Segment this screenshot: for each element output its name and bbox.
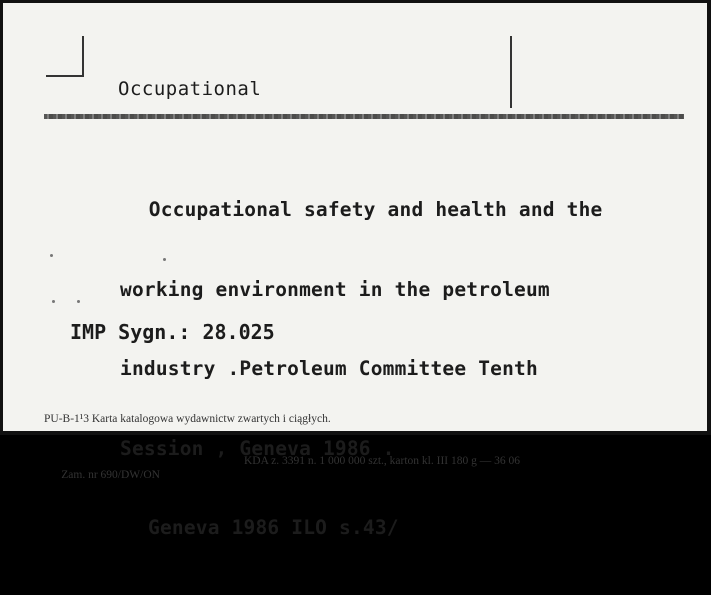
entry-line-1: Occupational safety and health and the: [101, 198, 603, 221]
footer-order-number: Zam. nr 690/DW/ON: [61, 469, 160, 481]
footer-line-1: PU-B-1¹3 Karta katalogowa wydawnictw zwartych i ciągłych.: [44, 413, 331, 425]
scan-speck: [163, 258, 166, 261]
scan-border-right: [707, 0, 711, 435]
footer-line-2: [44, 454, 520, 481]
scan-border-top: [0, 0, 711, 3]
entry-line-3: industry .Petroleum Committee Tenth: [120, 357, 538, 380]
header-divider-rule: [44, 114, 684, 119]
scan-speck: [77, 300, 80, 303]
left-vertical-rule: [82, 36, 84, 76]
entry-line-2: working environment in the petroleum: [120, 277, 550, 301]
right-vertical-rule: [510, 36, 512, 108]
scan-speck: [50, 254, 53, 257]
left-horizontal-rule: [46, 75, 84, 77]
footer-print-info: KDA z. 3391 n. 1 000 000 szt., karton kl. III 180 g — 36 06: [244, 455, 520, 467]
subject-heading: Occupational: [118, 78, 262, 100]
call-number: IMP Sygn.: 28.025: [70, 320, 275, 344]
card-footer: [44, 384, 520, 496]
scan-border-left: [0, 0, 3, 435]
scan-speck: [52, 300, 55, 303]
entry-line-4: Session , Geneva 1986 .: [120, 436, 395, 460]
entry-line-5: Geneva 1986 ILO s.43/: [148, 516, 399, 539]
